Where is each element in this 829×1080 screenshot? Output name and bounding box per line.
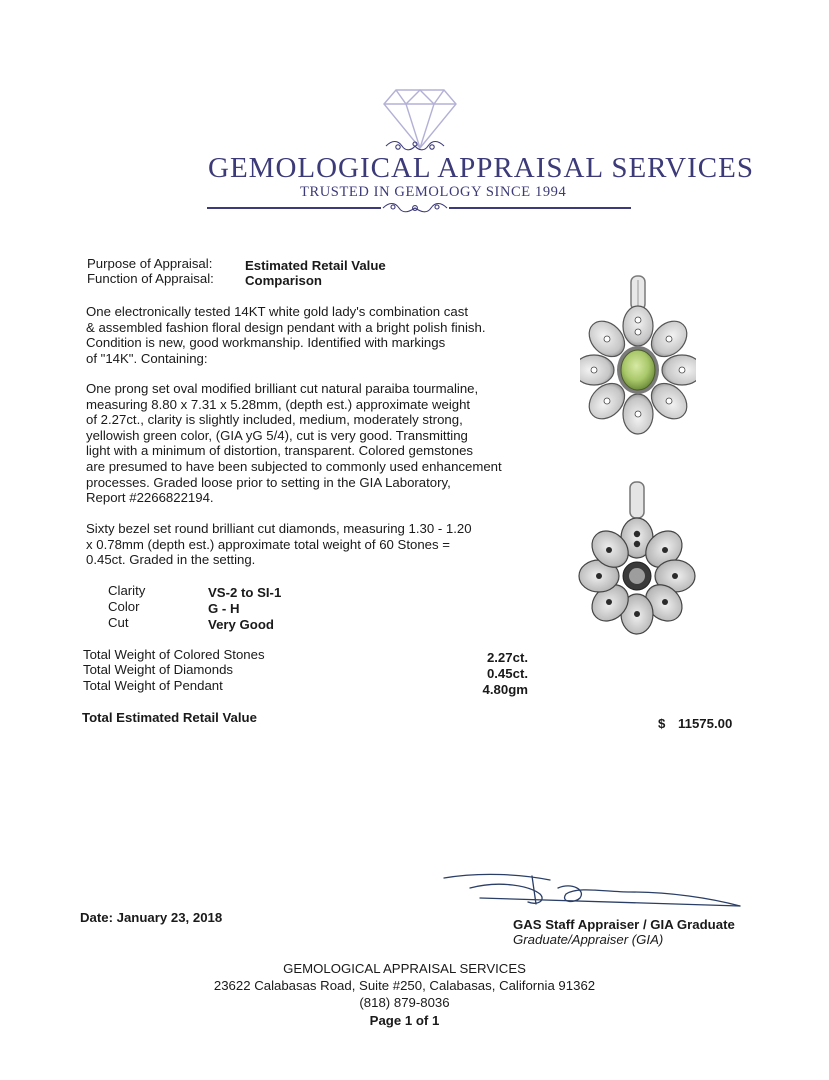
stone-line: of 2.27ct., clarity is slightly included, medium, moderately strong, [86, 412, 463, 428]
grading-value-clarity: VS-2 to SI-1 [208, 585, 282, 600]
footer-phone: (818) 879-8036 [359, 995, 450, 1010]
item-line: of "14K". Containing: [86, 350, 208, 366]
stone-line: light with a minimum of distortion, transparent. Colored gemstones [86, 443, 474, 459]
purpose-label: Purpose of Appraisal: [87, 256, 213, 271]
header-rule-right [449, 207, 631, 209]
diamond-description [86, 521, 472, 568]
appraisal-date: Date: January 23, 2018 [80, 910, 223, 925]
purpose-value: Estimated Retail Value [245, 258, 386, 273]
appraiser-subtitle: Graduate/Appraiser (GIA) [513, 932, 664, 947]
item-description [86, 304, 486, 366]
retail-value-label: Total Estimated Retail Value [82, 710, 257, 725]
stone-line: are presumed to have been subjected to commonly used enhancement [86, 458, 502, 474]
grading-label-clarity: Clarity [108, 583, 146, 598]
stone-line: yellowish green color, (GIA yG 5/4), cut is very good. Transmitting [86, 427, 468, 443]
company-name: GEMOLOGICAL APPRAISAL SERVICES [208, 152, 754, 184]
pendant-back-photo [578, 478, 696, 638]
total-label-diamonds: Total Weight of Diamonds [83, 662, 234, 677]
stone-line: One prong set oval modified brilliant cut natural paraiba tourmaline, [86, 381, 479, 396]
grading-label-cut: Cut [108, 615, 129, 630]
stone-description [86, 381, 502, 506]
diamond-line: 0.45ct. Graded in the setting. [86, 552, 256, 568]
stone-line: processes. Graded loose prior to setting in the GIA Laboratory, [86, 474, 451, 490]
function-label: Function of Appraisal: [87, 271, 214, 286]
total-value-colored: 2.27ct. [486, 650, 528, 665]
pendant-front-photo [580, 270, 696, 435]
grading-value-cut: Very Good [208, 617, 274, 632]
appraiser-title: GAS Staff Appraiser / GIA Graduate [513, 917, 735, 932]
bottom-flourish-icon [381, 199, 449, 217]
total-label-colored: Total Weight of Colored Stones [83, 647, 265, 662]
total-value-pendant: 4.80gm [482, 682, 528, 697]
retail-currency: $ [658, 716, 666, 731]
company-tagline: TRUSTED IN GEMOLOGY SINCE 1994 [300, 184, 567, 200]
grading-label-color: Color [108, 599, 140, 614]
stone-line: measuring 8.80 x 7.31 x 5.28mm, (depth est.) approximate weight [86, 396, 471, 412]
footer-company: GEMOLOGICAL APPRAISAL SERVICES [283, 961, 526, 976]
total-value-diamonds: 0.45ct. [486, 666, 528, 681]
item-line: One electronically tested 14KT white gold lady's combination cast [86, 304, 468, 319]
function-value: Comparison [245, 273, 322, 288]
item-line: Condition is new, good workmanship. Identified with markings [86, 335, 446, 351]
appraiser-signature [440, 868, 745, 912]
grading-value-color: G - H [208, 601, 240, 616]
header-rule-left [207, 207, 381, 209]
diamond-line: Sixty bezel set round brilliant cut diamonds, measuring 1.30 - 1.20 [86, 521, 472, 536]
item-line: & assembled fashion floral design pendant with a bright polish finish. [86, 319, 486, 335]
retail-amount: 11575.00 [678, 716, 733, 731]
footer-address: 23622 Calabasas Road, Suite #250, Calabasas, California 91362 [213, 978, 596, 993]
stone-line: Report #2266822194. [86, 490, 214, 506]
page-number: Page 1 of 1 [369, 1013, 440, 1028]
diamond-line: x 0.78mm (depth est.) approximate total weight of 60 Stones = [86, 536, 450, 552]
total-label-pendant: Total Weight of Pendant [83, 678, 223, 693]
